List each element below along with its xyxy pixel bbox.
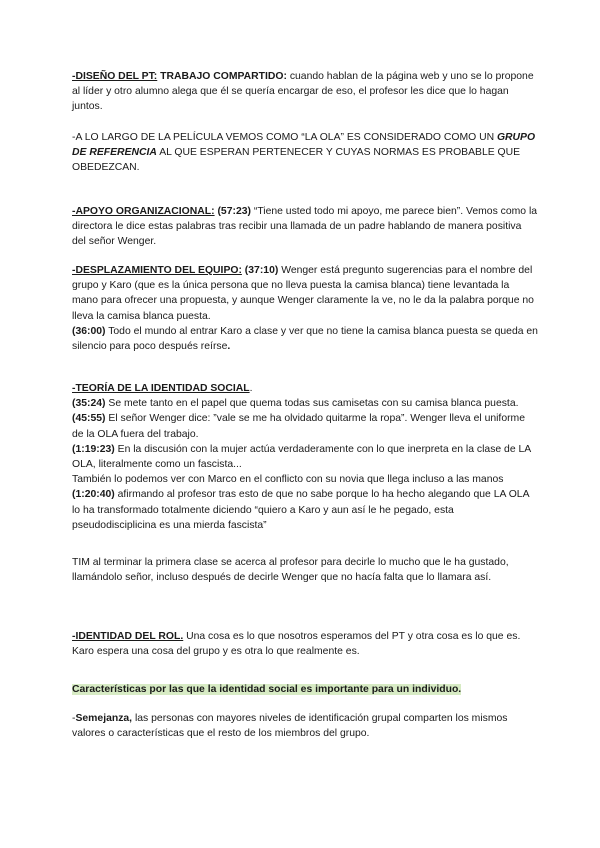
teoria-para-1 — [72, 396, 538, 411]
section-semejanza — [72, 711, 538, 741]
teoria-text-4b: afirmando al profesor tras esto de que no sabe porque lo ha hecho alegando que LA OLA lo ha transformado totalmente diciendo “quiero a Karo y aun así le he pegado, esta pseudodisciplicina es una mierda fascista” — [72, 489, 529, 531]
teoria-text-2: El señor Wenger dice: ”vale se me ha olvidado quitarme la ropa”. Wenger lleva el uniforme de la OLA fuera del trabajo. — [72, 413, 525, 440]
diseno-subheading: TRABAJO COMPARTIDO: — [157, 71, 287, 82]
desplazamiento-text-2: Todo el mundo al entrar Karo a clase y ver que no tiene la camisa blanca puesta se queda en silencio para poco después reírse — [72, 325, 538, 353]
apoyo-text: “Tiene usted todo mi apoyo, me parece bien”. Vemos como la directora le dice estas palabras tras recibir una llamada de un padre hablando de manera positiva del señor Wenger. — [72, 206, 538, 248]
grupo-ref-post: AL QUE ESPERAN PERTENECER Y CUYAS NORMAS ES PROBABLE QUE OBEDEZCAN. — [72, 147, 521, 174]
diseno-text: cuando hablan de la página web y uno se lo propone al líder y otro alumno alega que él se quería encargar de eso, el profesor les dice que lo hagan juntos. — [72, 71, 534, 113]
grupo-ref-pre: -A LO LARGO DE LA PELÍCULA VEMOS COMO “LA OLA” ES CONSIDERADO COMO UN — [72, 132, 497, 143]
desplazamiento-text-1: Wenger está pregunto sugerencias para el nombre del grupo y Karo (que es la única persona que no lleva puesta la camisa blanca) tiene levantada la mano para ofrecer una propuesta, y aunque Wenger claramente la ve, no le da la palabra porque no lleva la camisa blanca puesta. — [72, 265, 534, 322]
teoria-time-1: (35:24) — [72, 398, 106, 410]
apoyo-heading: -APOYO ORGANIZACIONAL: — [72, 206, 215, 217]
section-caracteristicas — [72, 682, 538, 697]
teoria-heading: -TEORÍA DE LA IDENTIDAD SOCIAL — [72, 383, 250, 394]
section-rol — [72, 629, 538, 659]
caracteristicas-heading: Características por las que la identidad social es importante para un individuo. — [72, 684, 462, 695]
desplazamiento-heading: -DESPLAZAMIENTO DEL EQUIPO: — [72, 265, 242, 276]
teoria-para-2 — [72, 411, 538, 441]
diseno-heading: -DISEÑO DEL PT: — [72, 71, 158, 82]
section-diseno — [72, 69, 538, 115]
grupo-ref-emph: GRUPO DE REFERENCIA — [72, 132, 536, 159]
section-teoria — [72, 381, 538, 533]
rol-text-1: Una cosa es lo que nosotros esperamos del PT y otra cosa es lo que es. — [183, 631, 521, 642]
teoria-time-3: (1:19:23) — [72, 443, 115, 455]
teoria-time-2: (45:55) — [72, 413, 106, 425]
desplazamiento-end: . — [227, 341, 231, 353]
teoria-tim-para: TIM al terminar la primera clase se acerca al profesor para decirle lo mucho que le ha gustado, llamándolo señor, incluso después de decirle Wenger que no hacía falta que lo llamara así. — [72, 557, 509, 584]
teoria-para-4 — [72, 472, 538, 533]
teoria-text-3: En la discusión con la mujer actúa verdaderamente con lo que inerpreta en la clase de LA OLA, literalmente como un fascista... — [72, 443, 531, 471]
desplazamiento-time-1: (37:10) — [241, 265, 279, 276]
section-desplazamiento — [72, 263, 538, 354]
apoyo-time: (57:23) — [214, 206, 251, 217]
teoria-text-1: Se mete tanto en el papel que quema todas sus camisetas con su camisa blanca puesta. — [105, 398, 519, 410]
desplazamiento-time-2: (36:00) — [72, 325, 106, 337]
teoria-heading-end: . — [249, 383, 253, 394]
section-grupo-referencia — [72, 130, 538, 176]
semejanza-label: Semejanza, — [75, 713, 133, 724]
teoria-text-4a: También lo podemos ver con Marco en el conflicto con su novia que llega incluso a las manos — [72, 474, 504, 486]
semejanza-text: las personas con mayores niveles de identificación grupal comparten los mismos valores o características que el resto de los miembros del grupo. — [72, 713, 508, 740]
semejanza-dash: - — [72, 713, 76, 724]
section-apoyo — [72, 204, 538, 250]
teoria-para-3 — [72, 442, 538, 472]
rol-para-1 — [72, 629, 538, 644]
rol-para-2: Karo espera una cosa del grupo y es otra lo que realmente es. — [72, 646, 360, 658]
teoria-time-4: (1:20:40) — [72, 489, 115, 501]
rol-heading: -IDENTIDAD DEL ROL. — [72, 631, 184, 642]
desplazamiento-para-2 — [72, 324, 538, 354]
desplazamiento-para-1 — [72, 263, 538, 324]
teoria-heading-line — [72, 381, 538, 396]
